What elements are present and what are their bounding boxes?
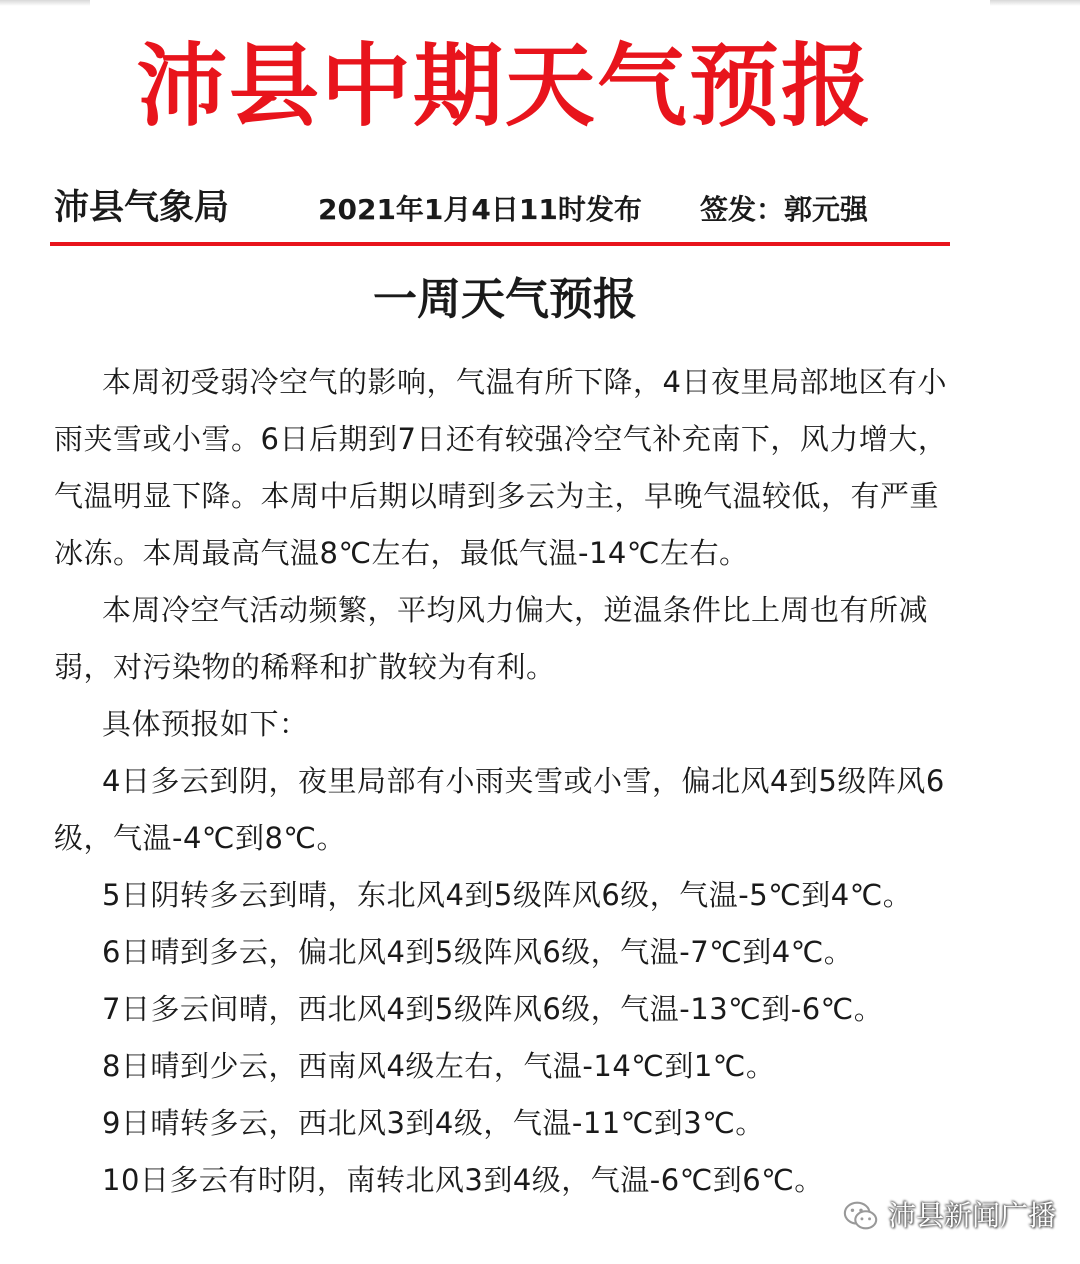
signer: 签发：郭元强 (700, 193, 869, 226)
paragraph-summary: 本周初受弱冷空气的影响，气温有所下降，4日夜里局部地区有小雨夹雪或小雪。6日后期到7日还有较强冷空气补充南下，风力增大，气温明显下降。本周中后期以晴到多云为主，早晚气温较低，有严重冰冻。本周最高气温8℃左右，最低气温-14℃左右。 (54, 365, 948, 570)
forecast-day-4: 4日多云到阴，夜里局部有小雨夹雪或小雪，偏北风4到5级阵风6级，气温-4℃到8℃。 (54, 764, 945, 855)
paragraph-air-quality: 本周冷空气活动频繁，平均风力偏大，逆温条件比上周也有所减弱，对污染物的稀释和扩散较为有利。 (54, 593, 929, 684)
issue-time: 2021年1月4日11时发布 (318, 193, 642, 226)
wechat-icon (842, 1197, 880, 1235)
forecast-day-6: 6日晴到多云，偏北风4到5级阵风6级，气温-7℃到4℃。 (102, 935, 854, 969)
forecast-day-8: 8日晴到少云，西南风4级左右，气温-14℃到1℃。 (102, 1049, 776, 1083)
forecast-body (54, 354, 964, 1209)
scan-corner-shadow (0, 0, 90, 6)
forecast-day-7: 7日多云间晴，西北风4到5级阵风6级，气温-13℃到-6℃。 (102, 992, 884, 1026)
source-watermark (842, 1192, 1056, 1240)
scan-corner-shadow (990, 0, 1080, 6)
masthead-title: 沛县中期天气预报 (137, 34, 873, 139)
issue-info-row (0, 180, 1080, 240)
red-divider (50, 242, 950, 246)
paragraph-details-heading: 具体预报如下： (102, 707, 309, 741)
forecast-day-5: 5日阴转多云到晴，东北风4到5级阵风6级，气温-5℃到4℃。 (102, 878, 913, 912)
forecast-day-9: 9日晴转多云，西北风3到4级，气温-11℃到3℃。 (102, 1106, 765, 1140)
issuer-name: 沛县气象局 (54, 188, 230, 228)
document-title: 一周天气预报 (373, 274, 637, 325)
watermark-text: 沛县新闻广播 (888, 1199, 1057, 1232)
forecast-day-10: 10日多云有时阴，南转北风3到4级，气温-6℃到6℃。 (102, 1163, 824, 1197)
